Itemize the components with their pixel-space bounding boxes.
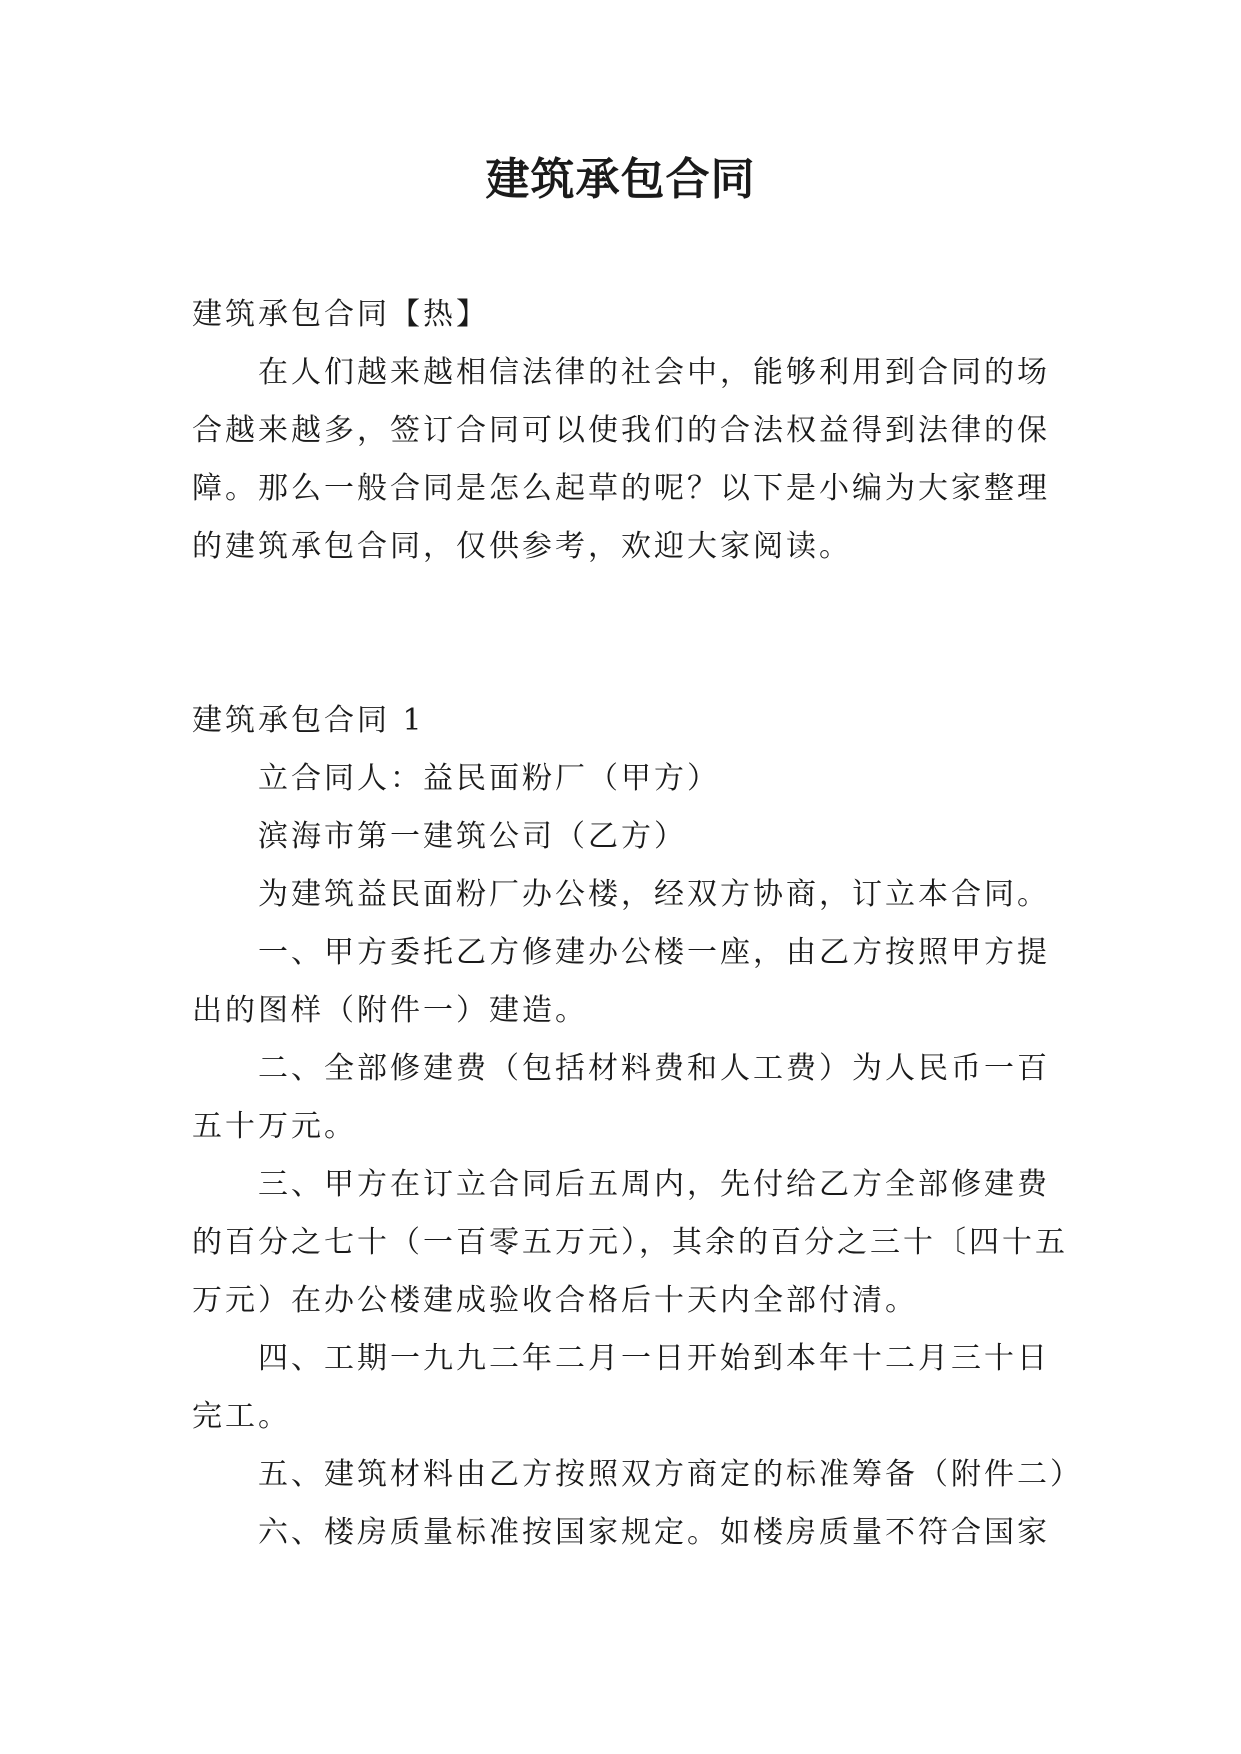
document-body — [192, 286, 1083, 1562]
contract-heading: 建筑承包合同 1 — [192, 703, 425, 738]
section-gap — [192, 576, 1072, 692]
contract-party-b: 滨海市第一建筑公司（乙方） — [258, 819, 687, 854]
document-title: 建筑承包合同 — [485, 154, 756, 205]
clause-3: 三、甲方在订立合同后五周内，先付给乙方全部修建费的百分之七十（一百零五万元），其余的百分之三十〔四十五万元）在办公楼建成验收合格后十天内全部付清。 — [192, 1167, 1068, 1318]
intro-paragraph: 在人们越来越相信法律的社会中，能够利用到合同的场合越来越多，签订合同可以使我们的合法权益得到法律的保障。那么一般合同是怎么起草的呢？以下是小编为大家整理的建筑承包合同，仅供参考，欢迎大家阅读。 — [192, 355, 1050, 564]
contract-parties: 立合同人：益民面粉厂（甲方） — [258, 761, 720, 796]
clause-5: 五、建筑材料由乙方按照双方商定的标准筹备（附件二） — [258, 1457, 1083, 1492]
clause-1: 一、甲方委托乙方修建办公楼一座，由乙方按照甲方提出的图样（附件一）建造。 — [192, 935, 1050, 1028]
clause-4: 四、工期一九九二年二月一日开始到本年十二月三十日完工。 — [192, 1341, 1050, 1434]
clause-6: 六、楼房质量标准按国家规定。如楼房质量不符合国家 — [258, 1515, 1050, 1550]
contract-purpose: 为建筑益民面粉厂办公楼，经双方协商，订立本合同。 — [258, 877, 1050, 912]
clause-2: 二、全部修建费（包括材料费和人工费）为人民币一百五十万元。 — [192, 1051, 1050, 1144]
section-heading: 建筑承包合同【热】 — [192, 297, 489, 332]
